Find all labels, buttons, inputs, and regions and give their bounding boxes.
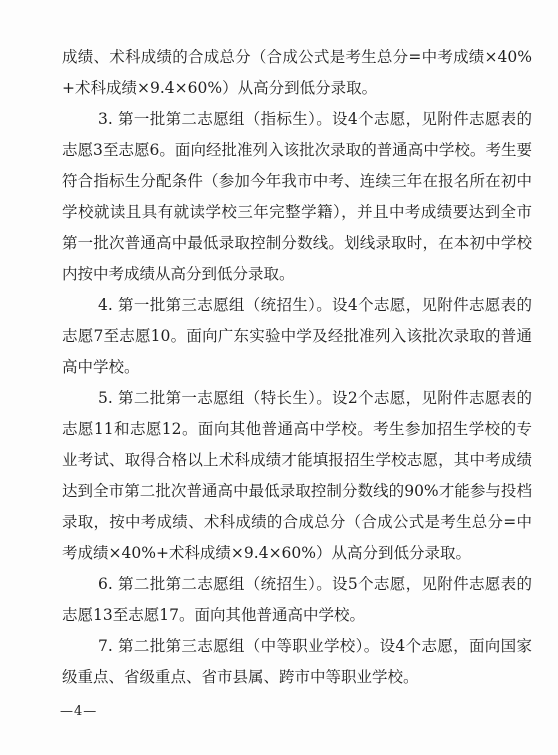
paragraph-item-5: 5. 第二批第一志愿组（特长生）。设2个志愿，见附件志愿表的志愿11和志愿12。面向其他普通高中学校。考生参加招生学校的专业考试、取得合格以上术科成绩才能填报招生学校志愿，其中考成绩达到全市第二批次普通高中最低录取控制分数线的90%才能参与投档录取，按中考成绩、术科成绩的合成总分（合成公式是考生总分=中考成绩×40%+术科成绩×9.4×60%）从高分到低分录取。 (62, 389, 532, 562)
document-body (62, 42, 532, 693)
paragraph-continuation: 成绩、术科成绩的合成总分（合成公式是考生总分=中考成绩×40%+术科成绩×9.4×60%）从高分到低分录取。 (62, 48, 532, 97)
paragraph-item-7: 7. 第二批第三志愿组（中等职业学校）。设4个志愿，面向国家级重点、省级重点、省市县属、跨市中等职业学校。 (62, 637, 532, 686)
paragraph-item-4: 4. 第一批第三志愿组（统招生）。设4个志愿，见附件志愿表的志愿7至志愿10。面向广东实验中学及经批准列入该批次录取的普通高中学校。 (62, 296, 532, 376)
paragraph-item-6: 6. 第二批第二志愿组（统招生）。设5个志愿，见附件志愿表的志愿13至志愿17。面向其他普通高中学校。 (62, 575, 532, 624)
page-number: —4— (60, 704, 98, 719)
paragraph-item-3: 3. 第一批第二志愿组（指标生）。设4个志愿，见附件志愿表的志愿3至志愿6。面向经批准列入该批次录取的普通高中学校。考生要符合指标生分配条件（参加今年我市中考、连续三年在报名所在初中学校就读且具有就读学校三年完整学籍），并且中考成绩要达到全市第一批次普通高中最低录取控制分数线。划线录取时，在本初中学校内按中考成绩从高分到低分录取。 (62, 110, 532, 283)
